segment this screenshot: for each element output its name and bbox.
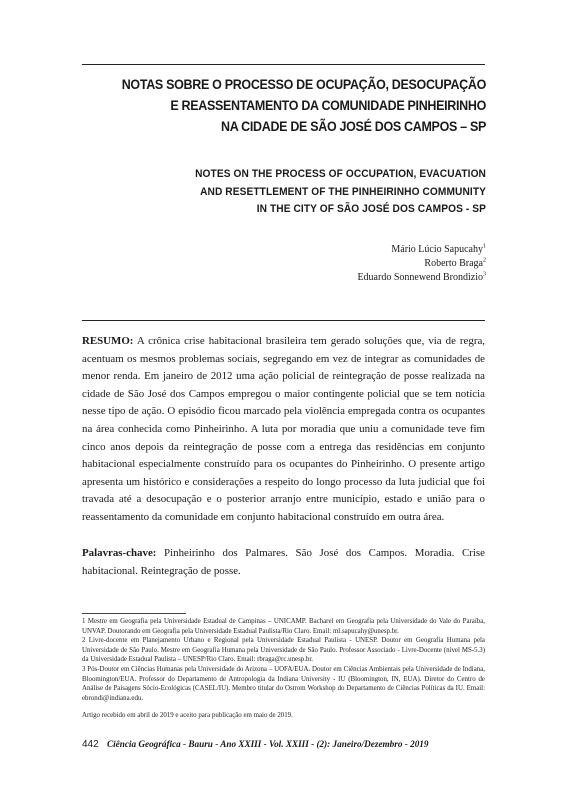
author-list bbox=[357, 243, 486, 284]
article-title-english bbox=[108, 166, 486, 219]
article-title bbox=[116, 75, 486, 138]
author-footnote-marker: 3 bbox=[483, 271, 486, 278]
top-rule bbox=[82, 64, 485, 65]
footnote: 1 Mestre em Geografia pela Universidade Estadual de Campinas – UNICAMP. Bacharel em Geografia pela Universidade do Vale do Paraíba, UNVAP. Doutorando em Geografia pela Universidade Estadual Paulista/Rio Claro. Email: ml.sapucahy@unesp.br. bbox=[82, 618, 485, 635]
abstract-label: RESUMO: bbox=[82, 335, 134, 347]
author bbox=[357, 271, 486, 285]
keywords-label: Palavras-chave: bbox=[82, 547, 157, 559]
author-footnote-marker: 2 bbox=[483, 257, 486, 264]
keywords bbox=[82, 545, 485, 580]
page-footer bbox=[82, 738, 428, 751]
title-line: NA CIDADE DE SÃO JOSÉ DOS CAMPOS – SP bbox=[221, 119, 486, 135]
author bbox=[357, 243, 486, 257]
subtitle-line: AND RESETTLEMENT OF THE PINHEIRINHO COMMUNITY bbox=[200, 185, 486, 198]
author-name: Eduardo Sonnewend Brondizio bbox=[357, 271, 483, 283]
title-line: E REASSENTAMENTO DA COMUNIDADE PINHEIRINHO bbox=[170, 98, 486, 114]
journal-citation: Ciência Geográfica - Bauru - Ano XXIII - Vol. XXIII - (2): Janeiro/Dezembro - 2019 bbox=[106, 739, 429, 749]
author-name: Mário Lúcio Sapucahy bbox=[391, 244, 483, 255]
author-footnote-marker: 1 bbox=[483, 243, 486, 250]
footnote: 2 Livre-docente em Planejamento Urbano e Regional pela Universidade Estadual Paulista - UNESP. Doutor em Geografia Humana pela Universidade de São Paulo. Mestre em Geografia Humana pela Universidade de São Paulo. Professor Associado - Livre-Docente (nível MS-5.3) da Universidade Estadual Paulista – UNESP/Rio Claro. Email: rbraga@rc.unesp.br. bbox=[82, 637, 485, 664]
author-name: Roberto Braga bbox=[424, 257, 483, 269]
abstract-text: A crônica crise habitacional brasileira tem gerado soluções que, via de regra, acentuam os mesmos problemas sociais, segregando em vez de integrar as comunidades de menor renda. Em janeiro de 2012 uma ação policial de reintegração de posse realizada na cidade de São José dos Campos empregou o maior contingente policial que se tem notícia nesse tipo de ação. O episódio ficou marcado pela violência empregada contra os ocupantes na área conhecida como Pinheirinho. A luta por moradia que uniu a comunidade teve fim cinco anos depois da reintegração de posse com a entrega das residências em conjunto habitacional especialmente construído para os ocupantes do Pinheirinho. O presente artigo apresenta um histórico e considerações a respeito do longo processo da luta judicial que foi travada até a desocupação e o posterior arranjo entre município, estado e união para o reassentamento da comunidade em conjunto habitacional construído em outra área. bbox=[82, 335, 486, 523]
subtitle-line: IN THE CITY OF SÃO JOSÉ DOS CAMPOS - SP bbox=[256, 203, 486, 215]
received-note: Artigo recebido em abril de 2019 e aceito para publicação em maio de 2019. bbox=[82, 712, 293, 719]
abstract bbox=[82, 333, 485, 527]
page-number: 442 bbox=[82, 739, 99, 750]
footnote: 3 Pós-Doutor em Ciências Humanas pela Universidade do Arizona – UOFA/EUA. Doutor em Ciências Ambientais pela Universidade de Indiana, Bloomington/EUA. Professor do Departamento de Antropologia da Indiana University - IU (Bloomington, IN, EUA). Diretor do Centro de Análise de Paisagens Sócio-Ecológicas (CASEL/IU). Membro titular do Ostrom Workshop do Departamento de Ciências Políticas da IU. Email: ebrondi@indiana.edu. bbox=[82, 665, 485, 702]
footnotes bbox=[82, 617, 485, 703]
author bbox=[357, 257, 486, 271]
title-line: NOTAS SOBRE O PROCESSO DE OCUPAÇÃO, DESOCUPAÇÃO bbox=[121, 77, 486, 93]
keywords-text: Pinheirinho dos Palmares. São José dos Campos. Moradia. Crise habitacional. Reintegração de posse. bbox=[82, 547, 485, 577]
subtitle-line: NOTES ON THE PROCESS OF OCCUPATION, EVACUATION bbox=[195, 168, 486, 180]
abstract-rule bbox=[82, 320, 485, 321]
footnote-rule bbox=[82, 613, 186, 614]
